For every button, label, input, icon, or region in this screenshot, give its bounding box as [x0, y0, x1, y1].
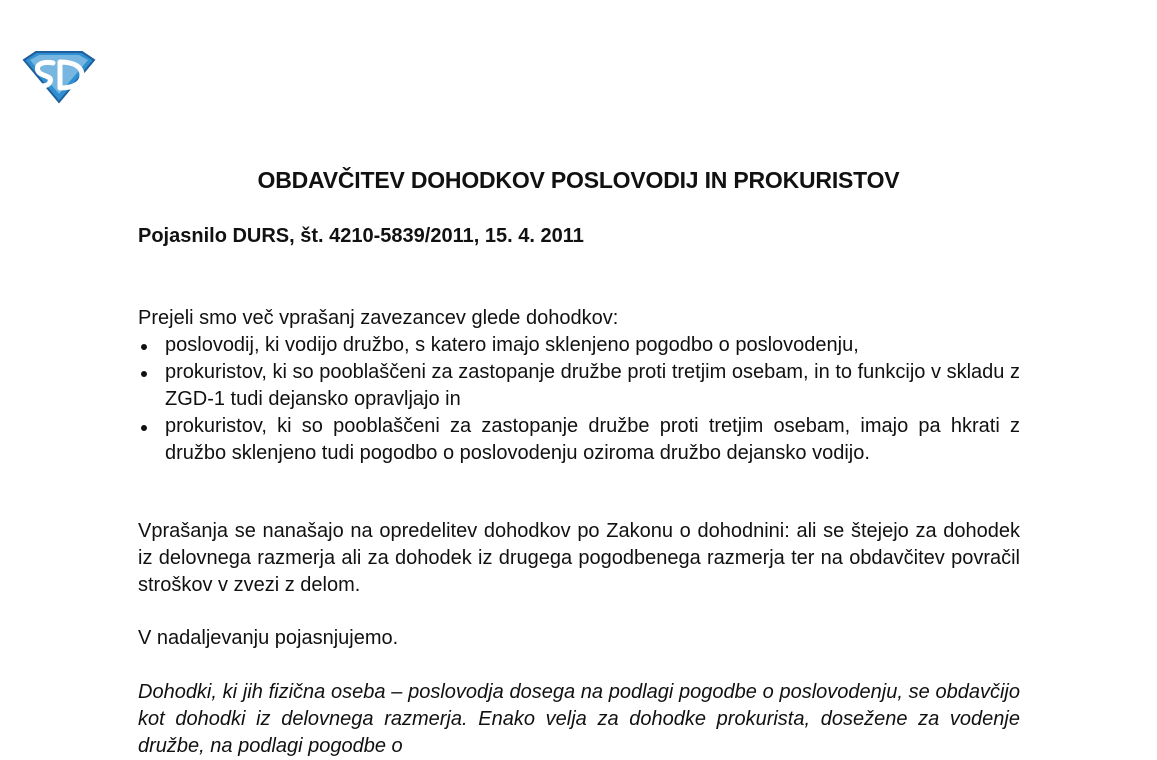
bullet-dot-icon: [141, 344, 147, 350]
bullet-item: [138, 413, 1020, 467]
bullet-text: prokuristov, ki so pooblaščeni za zastopanje družbe proti tretjim osebam, in to funkcijo v skladu z ZGD-1 tudi dejansko opravljajo in: [165, 361, 1020, 410]
italic-paragraph: Dohodki, ki jih fizična oseba – poslovodja dosega na podlagi pogodbe o poslovodenju, se obdavčijo kot dohodki iz delovnega razmerja. Enako velja za dohodke prokurista, dosežene za vodenje družbe, na podlagi pogodbe o: [138, 681, 1020, 757]
intro-text: Prejeli smo več vprašanj zavezancev glede dohodkov:: [138, 307, 619, 329]
body-paragraph: Vprašanja se nanašajo na opredelitev dohodkov po Zakonu o dohodnini: ali se štejejo za dohodek iz delovnega razmerja ali za dohodek iz drugega pogodbenega razmerja ter na obdavčitev povračil stroškov v zvezi z delom.: [138, 520, 1020, 596]
document-subtitle: Pojasnilo DURS, št. 4210-5839/2011, 15. 4. 2011: [138, 225, 584, 247]
bullet-item: [138, 332, 1020, 359]
bullet-dot-icon: [141, 371, 147, 377]
bullet-dot-icon: [141, 425, 147, 431]
bullet-text: prokuristov, ki so pooblaščeni za zastopanje družbe proti tretjim osebam, imajo pa hkrati z družbo sklenjeno tudi pogodbo o poslovodenju oziroma družbo dejansko vodijo.: [165, 415, 1020, 464]
company-logo: [22, 50, 96, 104]
bullet-item: [138, 359, 1020, 413]
body-paragraph: V nadaljevanju pojasnjujemo.: [138, 627, 399, 649]
shield-logo-icon: [22, 50, 96, 104]
document-title: OBDAVČITEV DOHODKOV POSLOVODIJ IN PROKURISTOV: [257, 167, 900, 193]
bullet-text: poslovodij, ki vodijo družbo, s katero imajo sklenjeno pogodbo o poslovodenju,: [165, 334, 859, 356]
bullet-list: [138, 332, 1020, 467]
